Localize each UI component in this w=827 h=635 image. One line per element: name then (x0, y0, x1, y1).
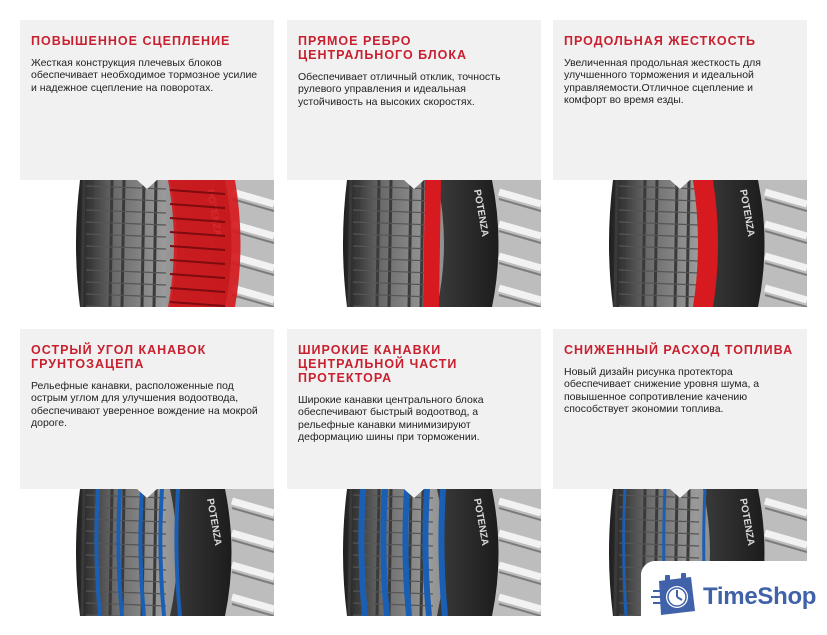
tire-svg (553, 180, 807, 307)
feature-card-text (553, 329, 807, 489)
sidewall-brand-text: POTENZA (204, 497, 224, 547)
tire-illustration (287, 180, 541, 307)
tread-groove (687, 180, 689, 307)
feature-description: Обеспечивает отличный отклик, точность рулевого управления и идеальная устойчивость на высоких скоростях. (298, 71, 501, 108)
feature-card-text (20, 329, 274, 489)
feature-card-text (287, 329, 541, 489)
tread-groove (623, 180, 625, 307)
tire-illustration (553, 180, 807, 307)
tread-groove (90, 489, 92, 616)
feature-description: Широкие канавки центрального блока обеспечивают быстрый водоотвод, а рельефные канавки минимизируют деформацию шины при торможении. (298, 394, 484, 443)
feature-title: ПРОДОЛЬНАЯ ЖЕСТКОСТЬ (564, 34, 756, 48)
tread-groove (615, 180, 617, 307)
feature-card-text (287, 20, 541, 180)
feature-card (553, 20, 807, 307)
feature-card (20, 20, 274, 307)
tread-groove (615, 489, 617, 616)
feature-title: ПОВЫШЕННОЕ СЦЕПЛЕНИЕ (31, 34, 231, 48)
highlight-center-rib (423, 180, 441, 307)
feature-description: Жесткая конструкция плечевых блоков обеспечивает необходимое тормозное усилие и надежное сцепление на поворотах. (31, 57, 258, 94)
tire-sidewall (437, 180, 503, 307)
highlight-groove (383, 489, 387, 616)
highlight-groove (405, 489, 409, 616)
feature-card (287, 329, 541, 616)
feature-card-text (553, 20, 807, 180)
timeshop-watermark (641, 561, 827, 635)
tire-sidewall (437, 489, 503, 616)
feature-title: ПРЯМОЕ РЕБРО ЦЕНТРАЛЬНОГО БЛОКА (298, 34, 467, 62)
feature-card-text (20, 20, 274, 180)
tread-groove (357, 180, 359, 307)
tread-groove (142, 180, 144, 307)
tread-groove (90, 180, 92, 307)
tire-svg (20, 180, 274, 307)
feature-title: ШИРОКИЕ КАНАВКИ ЦЕНТРАЛЬНОЙ ЧАСТИ ПРОТЕКТОРА (298, 343, 458, 385)
highlight-groove (425, 489, 429, 616)
watermark-text: TimeShop (703, 583, 817, 610)
tire-illustration (20, 180, 274, 307)
sidewall-brand-text: POTENZA (737, 497, 757, 547)
feature-description: Новый дизайн рисунка протектора обеспечивает снижение уровня шума, а повышенное сопротивление качению способствует экономии топлива. (564, 366, 760, 415)
tire-illustration (287, 489, 541, 616)
highlight-groove (441, 489, 445, 616)
tire-svg (287, 180, 541, 307)
tread-groove (349, 489, 351, 616)
feature-description: Рельефные канавки, расположенные под острым углом для улучшения водоотвода, обеспечивают уверенное вождение на мокрой дороге. (31, 380, 258, 429)
clock-icon (651, 573, 697, 619)
tread-groove (82, 180, 84, 307)
tire-svg (287, 489, 541, 616)
tread-groove (154, 180, 156, 307)
highlight-groove (361, 489, 365, 616)
sidewall-brand-text: POTENZA (471, 497, 491, 547)
sidewall-brand-text: POTENZA (737, 188, 757, 238)
feature-title: ОСТРЫЙ УГОЛ КАНАВОК ГРУНТОЗАЦЕПА (31, 343, 207, 371)
tread-groove (82, 489, 84, 616)
tread-groove (154, 489, 156, 616)
tread-groove (675, 180, 677, 307)
sidewall-brand-text: POTENZA (471, 188, 491, 238)
tire-illustration (20, 489, 274, 616)
tread-groove (409, 180, 411, 307)
feature-card (287, 20, 541, 307)
feature-description: Увеличенная продольная жесткость для улучшенного торможения и идеальной управляемости.Отличное сцепление и комфорт во время езды. (564, 57, 761, 106)
tire-svg (20, 489, 274, 616)
tread-groove (421, 180, 423, 307)
tread-groove (349, 180, 351, 307)
feature-title: СНИЖЕННЫЙ РАСХОД ТОПЛИВА (564, 343, 794, 357)
feature-card (20, 329, 274, 616)
